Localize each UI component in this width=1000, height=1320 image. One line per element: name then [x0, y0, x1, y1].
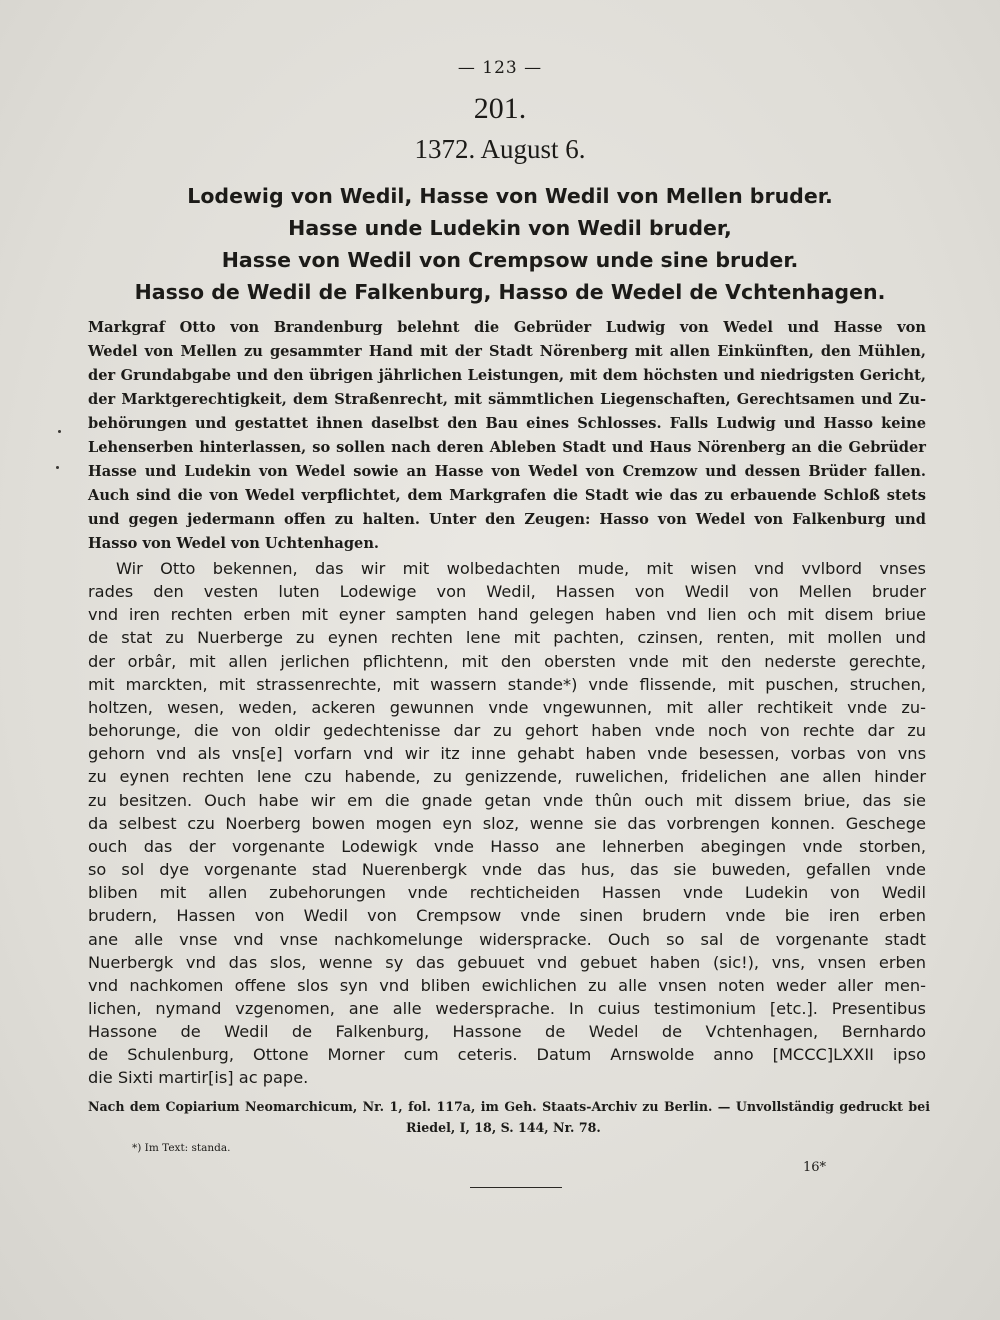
source-line: Nach dem Copiarium Neomarchicum, Nr. 1, fol. 117a, im Geh. Staats-Archiv zu Berlin. — Unvollständig gedruckt bei	[88, 1099, 930, 1114]
summary-line: Markgraf Otto von Brandenburg belehnt die Gebrüder Ludwig von Wedel und Hasse von	[88, 319, 926, 336]
footer-rule	[470, 1187, 562, 1188]
heading-line: Hasse von Wedil von Crempsow unde sine bruder.	[221, 248, 799, 272]
source-line: Riedel, I, 18, S. 144, Nr. 78.	[406, 1120, 601, 1135]
heading-line: Lodewig von Wedil, Hasse von Wedil von Mellen bruder.	[187, 184, 833, 208]
charter-text	[88, 557, 926, 1090]
charter-line: Nuerbergk vnd das slos, wenne sy das gebuuet vnd gebuet haben (sic!), vns, vnsen erben	[88, 952, 926, 972]
source-note	[88, 1096, 930, 1138]
document-number: 201.	[473, 92, 527, 125]
margin-speck	[56, 466, 59, 469]
margin-speck	[58, 430, 61, 433]
page-number: — 123 —	[457, 58, 543, 78]
charter-line: vnd nachkomen offene slos syn vnd bliben ewichlichen zu alle vnsen noten weder aller men-	[88, 975, 926, 995]
charter-line: so sol dye vorgenante stad Nuerenbergk vnde das hus, das sie buweden, gefallen vnde	[88, 860, 926, 880]
summary-line: der Grundabgabe und den übrigen jährlichen Leistungen, mit dem höchsten und niedrigsten Gericht,	[88, 367, 926, 384]
charter-line: bliben mit allen zubehorungen vnde rechticheiden Hassen vnde Ludekin von Wedil	[88, 883, 926, 903]
charter-line: vnd iren rechten erben mit eyner sampten hand gelegen haben vnd lien och mit disem briue	[88, 605, 926, 625]
summary-line: Hasse und Ludekin von Wedel sowie an Hasse von Wedel von Cremzow und dessen Brüder fallen.	[88, 463, 926, 480]
charter-line: mit marckten, mit strassenrechte, mit wassern stande*) vnde flissende, mit puschen, struchen,	[88, 674, 926, 694]
charter-line: de Schulenburg, Ottone Morner cum ceteris. Datum Arnswolde anno [MCCC]LXXII ipso	[88, 1045, 926, 1065]
charter-line: der orbâr, mit allen jerlichen pflichtenn, mit den obersten vnde mit den nederste gerechte,	[88, 651, 926, 671]
charter-line: Wir Otto bekennen, das wir mit wolbedachten mude, mit wisen vnd vvlbord vnses	[116, 559, 926, 578]
heading-line: Hasse unde Ludekin von Wedil bruder,	[288, 216, 732, 240]
charter-line: zu besitzen. Ouch habe wir em die gnade getan vnde thûn ouch mit dissem briue, das sie	[88, 790, 926, 810]
charter-line: behorunge, die von oldir gedechtenisse dar zu gehort haben vnde noch von rechte dar zu	[88, 721, 926, 741]
charter-line: gehorn vnd als vns[e] vorfarn vnd wir itz inne gehabt haben vnde besessen, vorbas von vns	[88, 744, 926, 764]
summary-line: Auch sind die von Wedel verpflichtet, dem Markgrafen die Stadt wie das zu erbauende Schloß stets	[88, 487, 926, 504]
regest-summary	[88, 316, 926, 556]
charter-line: holtzen, wesen, weden, ackeren gewunnen vnde vngewunnen, mit aller rechtikeit vnde zu-	[88, 697, 926, 717]
charter-line: die Sixti martir[is] ac pape.	[88, 1068, 309, 1088]
charter-line: ouch das der vorgenante Lodewigk vnde Hasso ane lehnerben abegingen vnde storben,	[88, 836, 926, 856]
charter-line: Hassone de Wedil de Falkenburg, Hassone de Wedel de Vchtenhagen, Bernhardo	[88, 1022, 926, 1042]
charter-line: ane alle vnse vnd vnse nachkomelunge widerspracke. Ouch so sal de vorgenante stadt	[88, 929, 926, 949]
summary-line: Lehenserben hinterlassen, so sollen nach deren Ableben Stadt und Haus Nörenberg an die Gebrüder	[88, 439, 926, 456]
heading-line: Hasso de Wedil de Falkenburg, Hasso de Wedel de Vchtenhagen.	[134, 280, 886, 304]
summary-line: der Marktgerechtigkeit, dem Straßenrecht, mit sämmtlichen Liegenschaften, Gerechtsamen und Zu-	[88, 391, 926, 408]
summary-line: und gegen jedermann offen zu halten. Unter den Zeugen: Hasso von Wedel von Falkenburg und	[88, 511, 926, 528]
summary-line: Hasso von Wedel von Uchtenhagen.	[88, 535, 380, 552]
charter-line: da selbest czu Noerberg bowen mogen eyn sloz, wenne sie das vorbrengen konnen. Geschege	[88, 813, 926, 833]
charter-line: rades den vesten luten Lodewige von Wedil, Hassen von Wedil von Mellen bruder	[88, 582, 926, 602]
charter-line: de stat zu Nuerberge zu eynen rechten lene mit pachten, czinsen, renten, mit mollen und	[88, 628, 926, 648]
sheet-signature: 16*	[803, 1160, 827, 1175]
charter-line: brudern, Hassen von Wedil von Crempsow vnde sinen brudern vnde bie iren erben	[88, 906, 926, 926]
footnote: *) Im Text: standa.	[132, 1142, 231, 1154]
charter-line: lichen, nymand vzgenomen, ane alle wedersprache. In cuius testimonium [etc.]. Presentibus	[88, 998, 926, 1018]
summary-line: Wedel von Mellen zu gesammter Hand mit der Stadt Nörenberg mit allen Einkünften, den Mühlen,	[88, 343, 926, 360]
summary-line: behörungen und gestattet ihnen daselbst den Bau eines Schlosses. Falls Ludwig und Hasso keine	[88, 415, 926, 432]
document-date: 1372. August 6.	[414, 134, 586, 164]
document-headings	[120, 180, 900, 308]
charter-line: zu eynen rechten lene czu habende, zu genizzende, ruwelichen, fridelichen ane allen hinder	[88, 767, 926, 787]
